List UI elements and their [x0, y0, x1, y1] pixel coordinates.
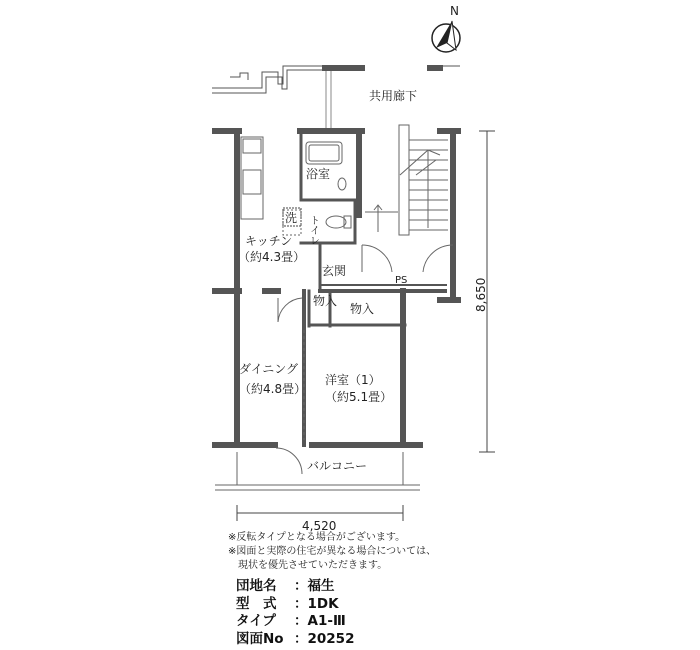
entrance-label: 玄関 — [322, 264, 347, 278]
width-dimension: 4,520 — [302, 519, 337, 533]
western-name: 洋室（1） — [325, 373, 381, 387]
note-line: 現状を優先させていただきます。 — [228, 560, 388, 571]
note-line: ※反転タイプとなる場合がございます。 — [228, 532, 406, 543]
storage2-label: 物入 — [350, 302, 375, 316]
info-row: 型 式 ：1DK — [236, 595, 339, 612]
storage1-label: 物入 — [313, 294, 338, 308]
compass-icon — [432, 4, 460, 52]
info-row: タイプ ：A1-Ⅲ — [236, 613, 346, 629]
info-key: 図面No — [236, 630, 284, 647]
info-key: 型 式 — [236, 595, 277, 612]
kitchen-size: （約4.3畳） — [238, 250, 306, 264]
corridor-outline — [212, 65, 460, 130]
info-key: 団地名 — [236, 578, 277, 594]
compass-north-label: N — [450, 4, 459, 18]
info-row: 図面No ：20252 — [236, 630, 355, 647]
note-line: ※図面と実際の住宅が異なる場合については、 — [228, 546, 437, 557]
info-value: 福生 — [307, 578, 335, 594]
ps-label: PS — [395, 275, 408, 286]
balcony-label: バルコニー — [307, 459, 368, 473]
info-value: A1-Ⅲ — [307, 613, 346, 629]
depth-dimension: 8,650 — [474, 277, 488, 312]
info-value: 20252 — [307, 630, 355, 647]
staircase — [365, 125, 448, 235]
notes — [228, 531, 436, 573]
western-size: （約5.1畳） — [325, 390, 393, 404]
kitchen-name: キッチン — [245, 234, 293, 248]
info-row: 団地名 ：福生 — [236, 578, 335, 594]
corridor-label: 共用廊下 — [369, 89, 418, 103]
info-value: 1DK — [307, 595, 339, 612]
info-key: タイプ — [236, 613, 276, 629]
wash-label: 洗 — [285, 211, 298, 225]
dining-size: （約4.8畳） — [239, 382, 307, 396]
bathroom-label: 浴室 — [306, 167, 331, 181]
unit-info — [236, 578, 354, 648]
toilet-label: トイレ — [307, 215, 319, 245]
dining-name: ダイニング — [239, 362, 299, 376]
